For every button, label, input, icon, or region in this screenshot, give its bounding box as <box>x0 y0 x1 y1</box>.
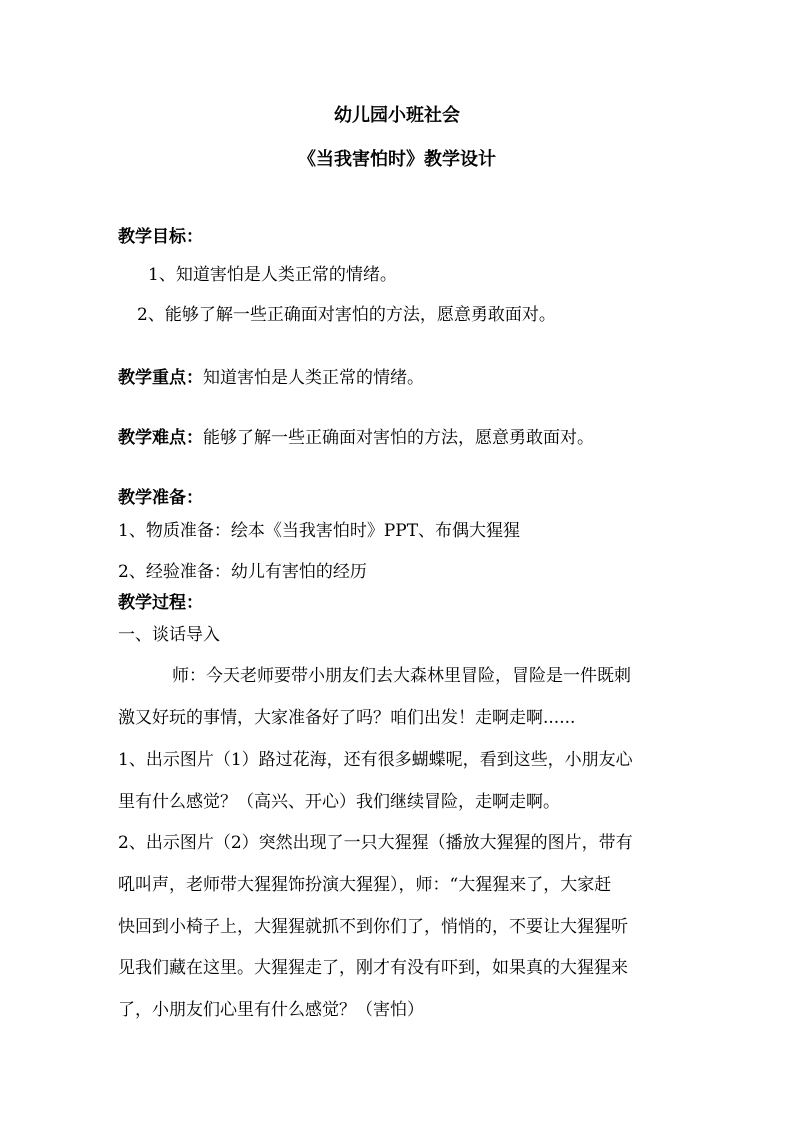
process-line-4: 里有什么感觉？（高兴、开心）我们继续冒险，走啊走啊。 <box>118 792 560 812</box>
key-point-text: 知道害怕是人类正常的情绪。 <box>203 368 424 388</box>
process-line-9: 了，小朋友们心里有什么感觉？（害怕） <box>118 1000 424 1020</box>
page-title-line-2: 《当我害怕时》教学设计 <box>298 149 496 170</box>
process-line-5: 2、出示图片（2）突然出现了一只大猩猩（播放大猩猩的图片，带有 <box>118 833 633 853</box>
process-section-1-title: 一、谈话导入 <box>118 625 220 645</box>
process-line-1: 师：今天老师要带小朋友们去大森林里冒险，冒险是一件既刺 <box>172 666 631 686</box>
objective-item-1: 1、知道害怕是人类正常的情绪。 <box>148 265 397 285</box>
difficulty-label: 教学难点： <box>118 428 203 448</box>
difficulty-text: 能够了解一些正确面对害怕的方法，愿意勇敢面对。 <box>203 428 594 448</box>
preparation-heading: 教学准备： <box>118 488 203 508</box>
objectives-heading: 教学目标： <box>118 227 203 247</box>
key-point-label: 教学重点： <box>118 368 203 388</box>
process-line-8: 见我们藏在这里。大猩猩走了，刚才有没有吓到，如果真的大猩猩来 <box>118 958 628 978</box>
objective-item-2: 2、能够了解一些正确面对害怕的方法，愿意勇敢面对。 <box>137 305 556 325</box>
preparation-item-1: 1、物质准备：绘本《当我害怕时》PPT、布偶大猩猩 <box>118 521 521 541</box>
process-line-3: 1、出示图片（1）路过花海，还有很多蝴蝶呢，看到这些，小朋友心 <box>118 750 633 770</box>
process-line-7: 快回到小椅子上，大猩猩就抓不到你们了，悄悄的，不要让大猩猩听 <box>118 917 628 937</box>
key-point <box>118 367 424 389</box>
page-title-line-1: 幼儿园小班社会 <box>334 105 460 126</box>
process-heading: 教学过程： <box>118 593 203 613</box>
difficulty <box>118 427 594 449</box>
preparation-item-2: 2、经验准备：幼儿有害怕的经历 <box>118 562 367 582</box>
process-line-2: 激又好玩的事情，大家准备好了吗？咱们出发！走啊走啊...... <box>118 708 576 728</box>
process-line-6: 吼叫声，老师带大猩猩饰扮演大猩猩），师：“大猩猩来了，大家赶 <box>118 875 612 895</box>
